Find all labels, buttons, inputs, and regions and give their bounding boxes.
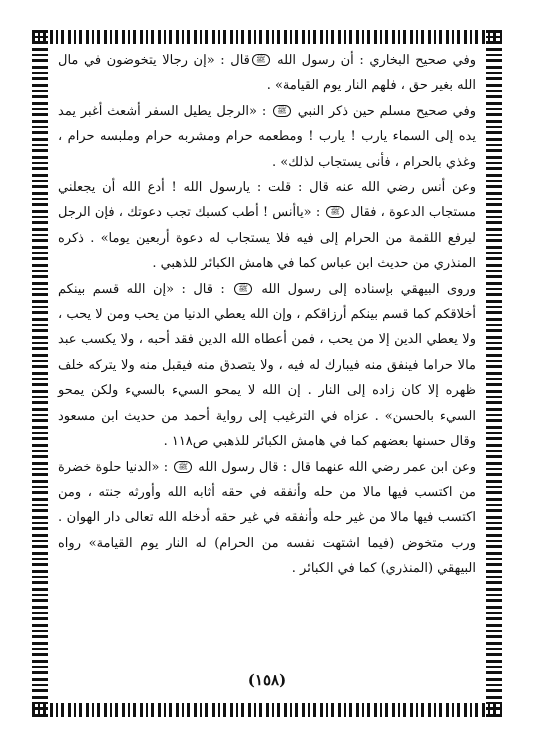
right-decorative-border	[486, 30, 502, 717]
top-decorative-border	[32, 30, 502, 44]
left-decorative-border	[32, 30, 48, 717]
salawat-symbol: ﷺ	[234, 283, 252, 295]
paragraph-bayhaqi: وروى البيهقي بإسناده إلى رسول الله ﷺ : قال : «إن الله قسم بينكم أخلاقكم كما قسم بينكم أرزاقكم ، وإن الله يعطي الدنيا من يحب ومن لا يحب ، ولا يعطي الدين إلا من يحب ، فمن أعطاه الله الدين فقد أحبه ، ولا يكسب عبد مالا حراما فينفق منه فيبارك له فيه ، ولا يتصدق منه فيقبل منه ولا يتركه خلف ظهره إلا كان زاده إلى النار . إن الله لا يمحو السيء بالسيء ولكن يمحو السيء بالحسن» . عزاه في الترغيب إلى رواية أحمد من حديث ابن مسعود وقال حسنها بعضهم كما في هامش الكبائر للذهبي ص١١٨ .	[58, 281, 476, 450]
page-body	[58, 48, 476, 582]
paragraph-ibn-umar: وعن ابن عمر رضي الله عنهما قال : قال رسول الله ﷺ : «الدنيا حلوة خضرة من اكتسب فيها مالا من حله وأنفقه في حقه أثابه الله وأورثه جنته ، ومن اكتسب فيها مالا من غير حله وأنفقه في غير حقه أدخله الله تعالى دار الهوان . ورب متخوض (فيما اشتهت نفسه من الحرام) له النار يوم القيامة» رواه البيهقي (المنذري) كما في الكبائر .	[58, 459, 477, 577]
salawat-symbol: ﷺ	[252, 54, 270, 66]
salawat-symbol: ﷺ	[273, 105, 291, 117]
paragraph-muslim: وفي صحيح مسلم حين ذكر النبي ﷺ : «الرجل يطيل السفر أشعث أغبر يمد يده إلى السماء يارب ! يارب ! ومطعمه حرام ومشربه حرام وملبسه حرام ، وغذي بالحرام ، فأنى يستجاب لذلك» .	[58, 103, 476, 170]
salawat-symbol: ﷺ	[326, 206, 344, 218]
bottom-decorative-border	[32, 703, 502, 717]
page-number: (١٥٨)	[247, 671, 287, 689]
paragraph-anas: وعن أنس رضي الله عنه قال : قلت : يارسول الله ! أدع الله أن يجعلني مستجاب الدعوة ، فقال ﷺ : «ياأنس ! أطب كسبك تجب دعوتك ، فإن الرجل ليرفع اللقمة من الحرام إلى فيه فلا يستجاب له دعوة أربعين يوما» . ذكره المنذري من حديث ابن عباس كما في هامش الكبائر للذهبي .	[58, 180, 476, 272]
paragraph-bukhari: وفي صحيح البخاري : أن رسول الله ﷺقال : «إن رجالا يتخوضون في مال الله بغير حق ، فلهم النار يوم القيامة» .	[58, 53, 476, 94]
salawat-symbol: ﷺ	[174, 461, 192, 473]
